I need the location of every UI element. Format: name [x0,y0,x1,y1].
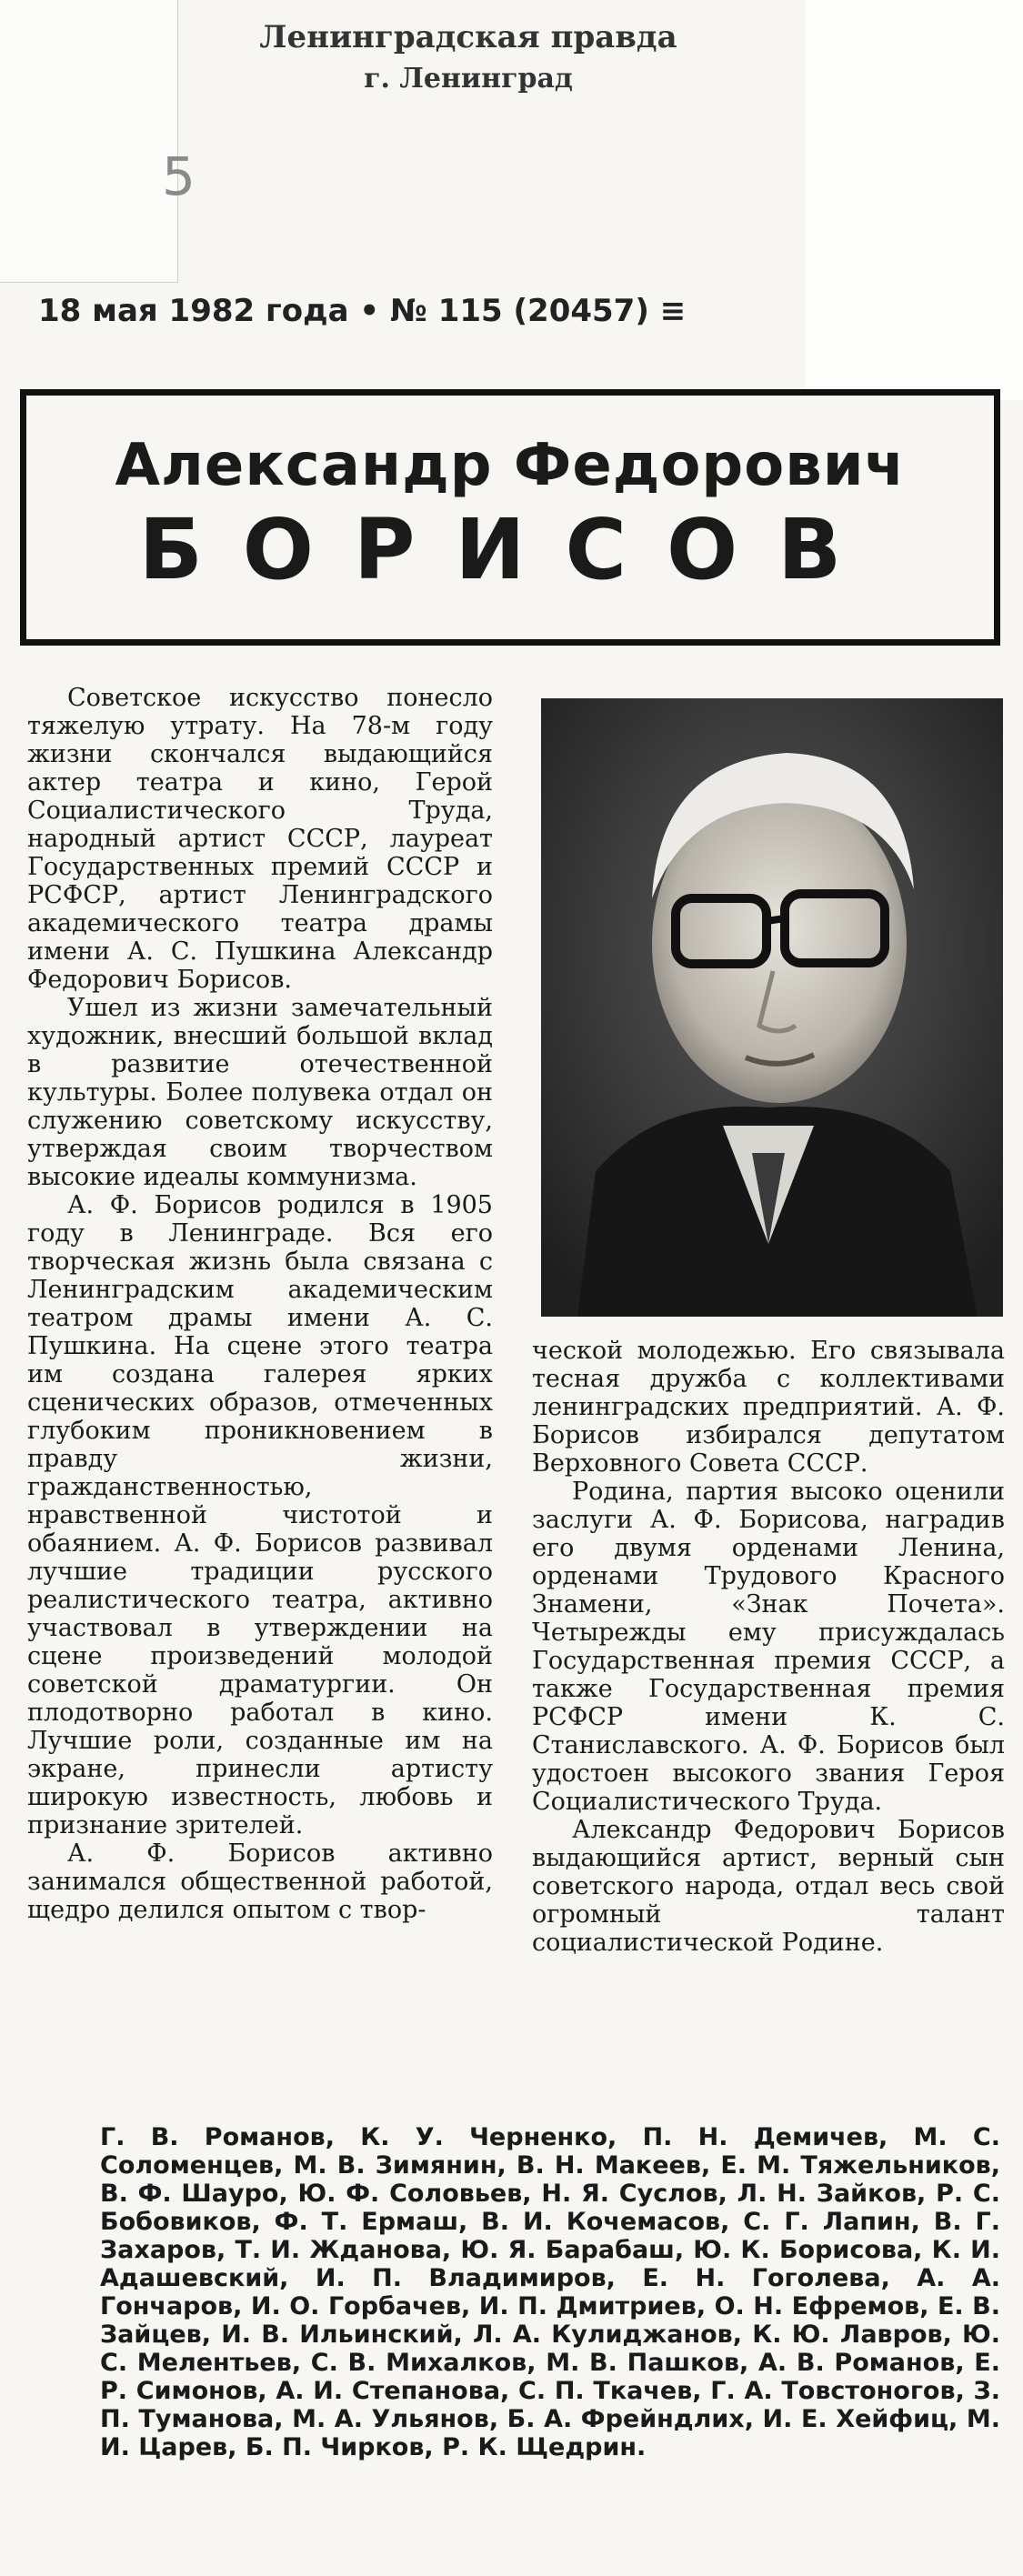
paragraph: Александр Федорович Борисов выдающийся артист, верный сын советского народа, отдал весь свой огромный талант социалистической Родине. [532,1816,1005,1957]
paragraph: Родина, партия высоко оценили заслуги А. Ф. Борисова, наградив его двумя орденами Ленина, орденами Трудового Красного Знамени, «Знак Почета». Четырежды ему присуждалась Государственная премия СССР, а также Государственная премия РСФСР имени К. С. Станиславского. А. Ф. Борисов был удостоен высокого звания Героя Социалистического Труда. [532,1478,1005,1816]
portrait-image [541,698,1003,1317]
stamp-line-2: г. Ленинград [364,63,573,95]
paragraph: ческой молодежью. Его связывала тесная дружба с коллективами ленинградских предприятий. А. Ф. Борисов избирался депутатом Верховного Совета СССР. [532,1337,1005,1478]
article-column-right [532,1337,1005,1957]
obituary-title-box [20,389,1000,646]
paragraph: А. Ф. Борисов активно занимался общественной работой, щедро делился опытом с твор- [27,1839,493,1924]
paper-clip-edge [0,0,178,283]
paragraph: А. Ф. Борисов родился в 1905 году в Ленинграде. Вся его творческая жизнь была связана с Ленинградским академическим театром драмы имени А. С. Пушкина. На сцене этого театра им создана галерея ярких сценических образов, отмеченных глубоким проникновением в правду жизни, гражданственностью, нравственной чистотой и обаянием. А. Ф. Борисов развивал лучшие традиции русского реалистического театра, активно участвовал в утверждении на сцене произведений молодой советской драматургии. Он плодотворно работал в кино. Лучшие роли, созданные им на экране, принесли артисту широкую известность, любовь и признание зрителей. [27,1191,493,1839]
title-surname: БОРИСОВ [138,501,882,598]
title-first-name: Александр Федорович [115,432,906,499]
portrait-photo [541,698,1003,1317]
signers-list: Г. В. Романов, К. У. Черненко, П. Н. Демичев, М. С. Соломенцев, М. В. Зимянин, В. Н. Макеев, Е. М. Тяжельников, В. Ф. Шауро, Ю. Ф. Соловьев, Н. Я. Суслов, Л. Н. Зайков, Р. С. Бобовиков, Ф. Т. Ермаш, В. И. Кочемасов, С. Г. Лапин, В. Г. Захаров, Т. И. Жданова, Ю. Я. Барабаш, Ю. К. Борисова, К. И. Адашевский, И. П. Владимиров, Е. Н. Гоголева, А. А. Гончаров, И. О. Горбачев, И. П. Дмитриев, О. Н. Ефремов, Е. В. Зайцев, И. В. Ильинский, Л. А. Кулиджанов, К. Ю. Лавров, Ю. С. Мелентьев, С. В. Михалков, М. В. Пашков, А. В. Романов, Е. Р. Симонов, А. И. Степанова, С. П. Ткачев, Г. А. Товстоногов, З. П. Туманова, М. А. Ульянов, Б. А. Фрейндлих, И. Е. Хейфиц, М. И. Царев, Б. П. Чирков, Р. К. Щедрин. [100,2123,1000,2461]
paper-background-right [805,0,1023,400]
pencil-mark: 5 [162,145,196,207]
paragraph: Советское искусство понесло тяжелую утрату. На 78-м году жизни скончался выдающийся актер театра и кино, Герой Социалистического Труда, народный артист СССР, лауреат Государственных премий СССР и РСФСР, артист Ленинградского академического театра драмы имени А. С. Пушкина Александр Федорович Борисов. [27,684,493,994]
stamp-line-1: Ленинградская правда [259,19,677,55]
paragraph: Ушел из жизни замечательный художник, внесший большой вклад в развитие отечественной культуры. Более полувека отдал он служению советскому искусству, утверждая своим творчеством высокие идеалы коммунизма. [27,994,493,1191]
article-column-left [27,684,493,1924]
issue-dateline: 18 мая 1982 года • № 115 (20457) ≡ [38,293,687,329]
newspaper-stamp [214,16,723,100]
